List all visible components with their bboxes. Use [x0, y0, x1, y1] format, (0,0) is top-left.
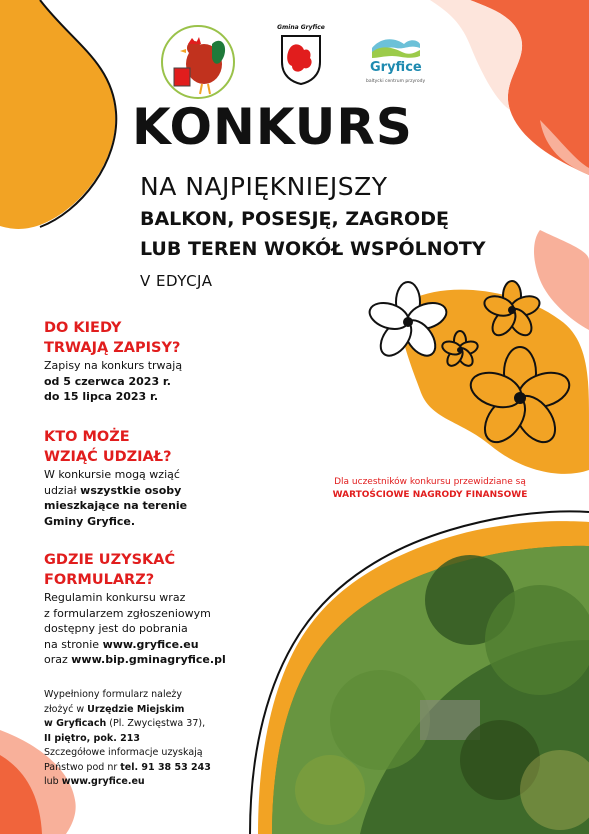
footer-line1: Wypełniony formularz należy [44, 689, 183, 700]
footer-line2-pre: złożyć w [44, 703, 88, 715]
section-registration-dates [44, 318, 304, 405]
section3-line5 [44, 652, 304, 668]
section3-line5-pre: oraz [44, 653, 72, 666]
prize-line1: Dla uczestników konkursu przewidziane są [334, 477, 526, 487]
section3-heading-b: FORMULARZ? [44, 572, 155, 588]
gryfice-brand-tagline: baltycki centrum przyrody [366, 79, 426, 84]
section1-line3: do 15 lipca 2023 r. [44, 390, 159, 403]
prize-note [294, 476, 566, 502]
section2-line2-pre: udział [44, 483, 81, 497]
subtitle-line3: LUB TEREN WOKÓŁ WSPÓLNOTY [140, 238, 486, 260]
gryfice-website-link[interactable]: www.gryfice.eu [102, 637, 199, 651]
footer-line2 [44, 703, 284, 718]
edition-label: V EDYCJA [140, 272, 213, 290]
section2-heading-b: WZIĄĆ UDZIAŁ? [44, 449, 172, 465]
gryfice-brand-name: Gryfice [370, 60, 422, 75]
footer-line3-post: (Pl. Zwycięstwa 37), [106, 718, 206, 729]
section3-line4-pre: na stronie [44, 637, 103, 651]
footer-line7 [44, 775, 284, 790]
section-form [44, 550, 304, 668]
footer-line6-pre: Państwo pod nr [44, 761, 121, 773]
footer-line5: Szczegółowe informacje uzyskają [44, 747, 203, 758]
section3-line3: dostępny jest do pobrania [44, 622, 188, 635]
footer-line3 [44, 717, 284, 732]
subtitle-line2: BALKON, POSESJĘ, ZAGRODĘ [140, 208, 449, 230]
section1-line1: Zapisy na konkurs trwają [44, 359, 183, 372]
section3-line1: Regulamin konkursu wraz [44, 591, 186, 604]
flowers-illustration [360, 280, 589, 480]
section1-heading-a: DO KIEDY [44, 320, 122, 336]
section2-line1: W konkursie mogą wziąć [44, 468, 180, 481]
footer-line4: II piętro, pok. 213 [44, 732, 140, 744]
section3-line2: z formularzem zgłoszeniowym [44, 606, 211, 620]
gryfice-brand-logo [364, 34, 428, 94]
section3-heading-a: GDZIE UZYSKAĆ [44, 552, 176, 568]
section-eligibility [44, 427, 304, 529]
footer-line3-bold: w Gryficach [44, 718, 107, 729]
section2-line2-bold: wszystkie osoby [80, 483, 182, 497]
page-title: KONKURS [132, 98, 413, 156]
phone-number: tel. 91 38 53 243 [120, 761, 211, 773]
submission-info [44, 688, 284, 790]
section2-line3: mieszkające na terenie [44, 499, 188, 512]
rooster-logo [158, 22, 238, 102]
section2-heading-a: KTO MOŻE [44, 429, 130, 445]
coat-caption: Gmina Gryfice [277, 24, 325, 31]
footer-website-link[interactable]: www.gryfice.eu [61, 776, 145, 787]
section2-line4: Gminy Gryfice. [44, 514, 136, 528]
bip-website-link[interactable]: www.bip.gminagryfice.pl [71, 653, 226, 666]
footer-line6 [44, 761, 284, 776]
prize-line2: WARTOŚCIOWE NAGRODY FINANSOWE [332, 490, 528, 500]
subtitle-line1: NA NAJPIĘKNIEJSZY [140, 172, 388, 201]
coat-of-arms-logo [276, 24, 326, 94]
section3-line4 [44, 637, 304, 653]
section1-heading-b: TRWAJĄ ZAPISY? [44, 340, 181, 356]
section2-line2 [44, 483, 304, 499]
footer-line2-bold: Urzędzie Miejskim [87, 703, 185, 715]
section1-line2: od 5 czerwca 2023 r. [44, 374, 171, 388]
footer-line7-pre: lub [44, 776, 62, 787]
